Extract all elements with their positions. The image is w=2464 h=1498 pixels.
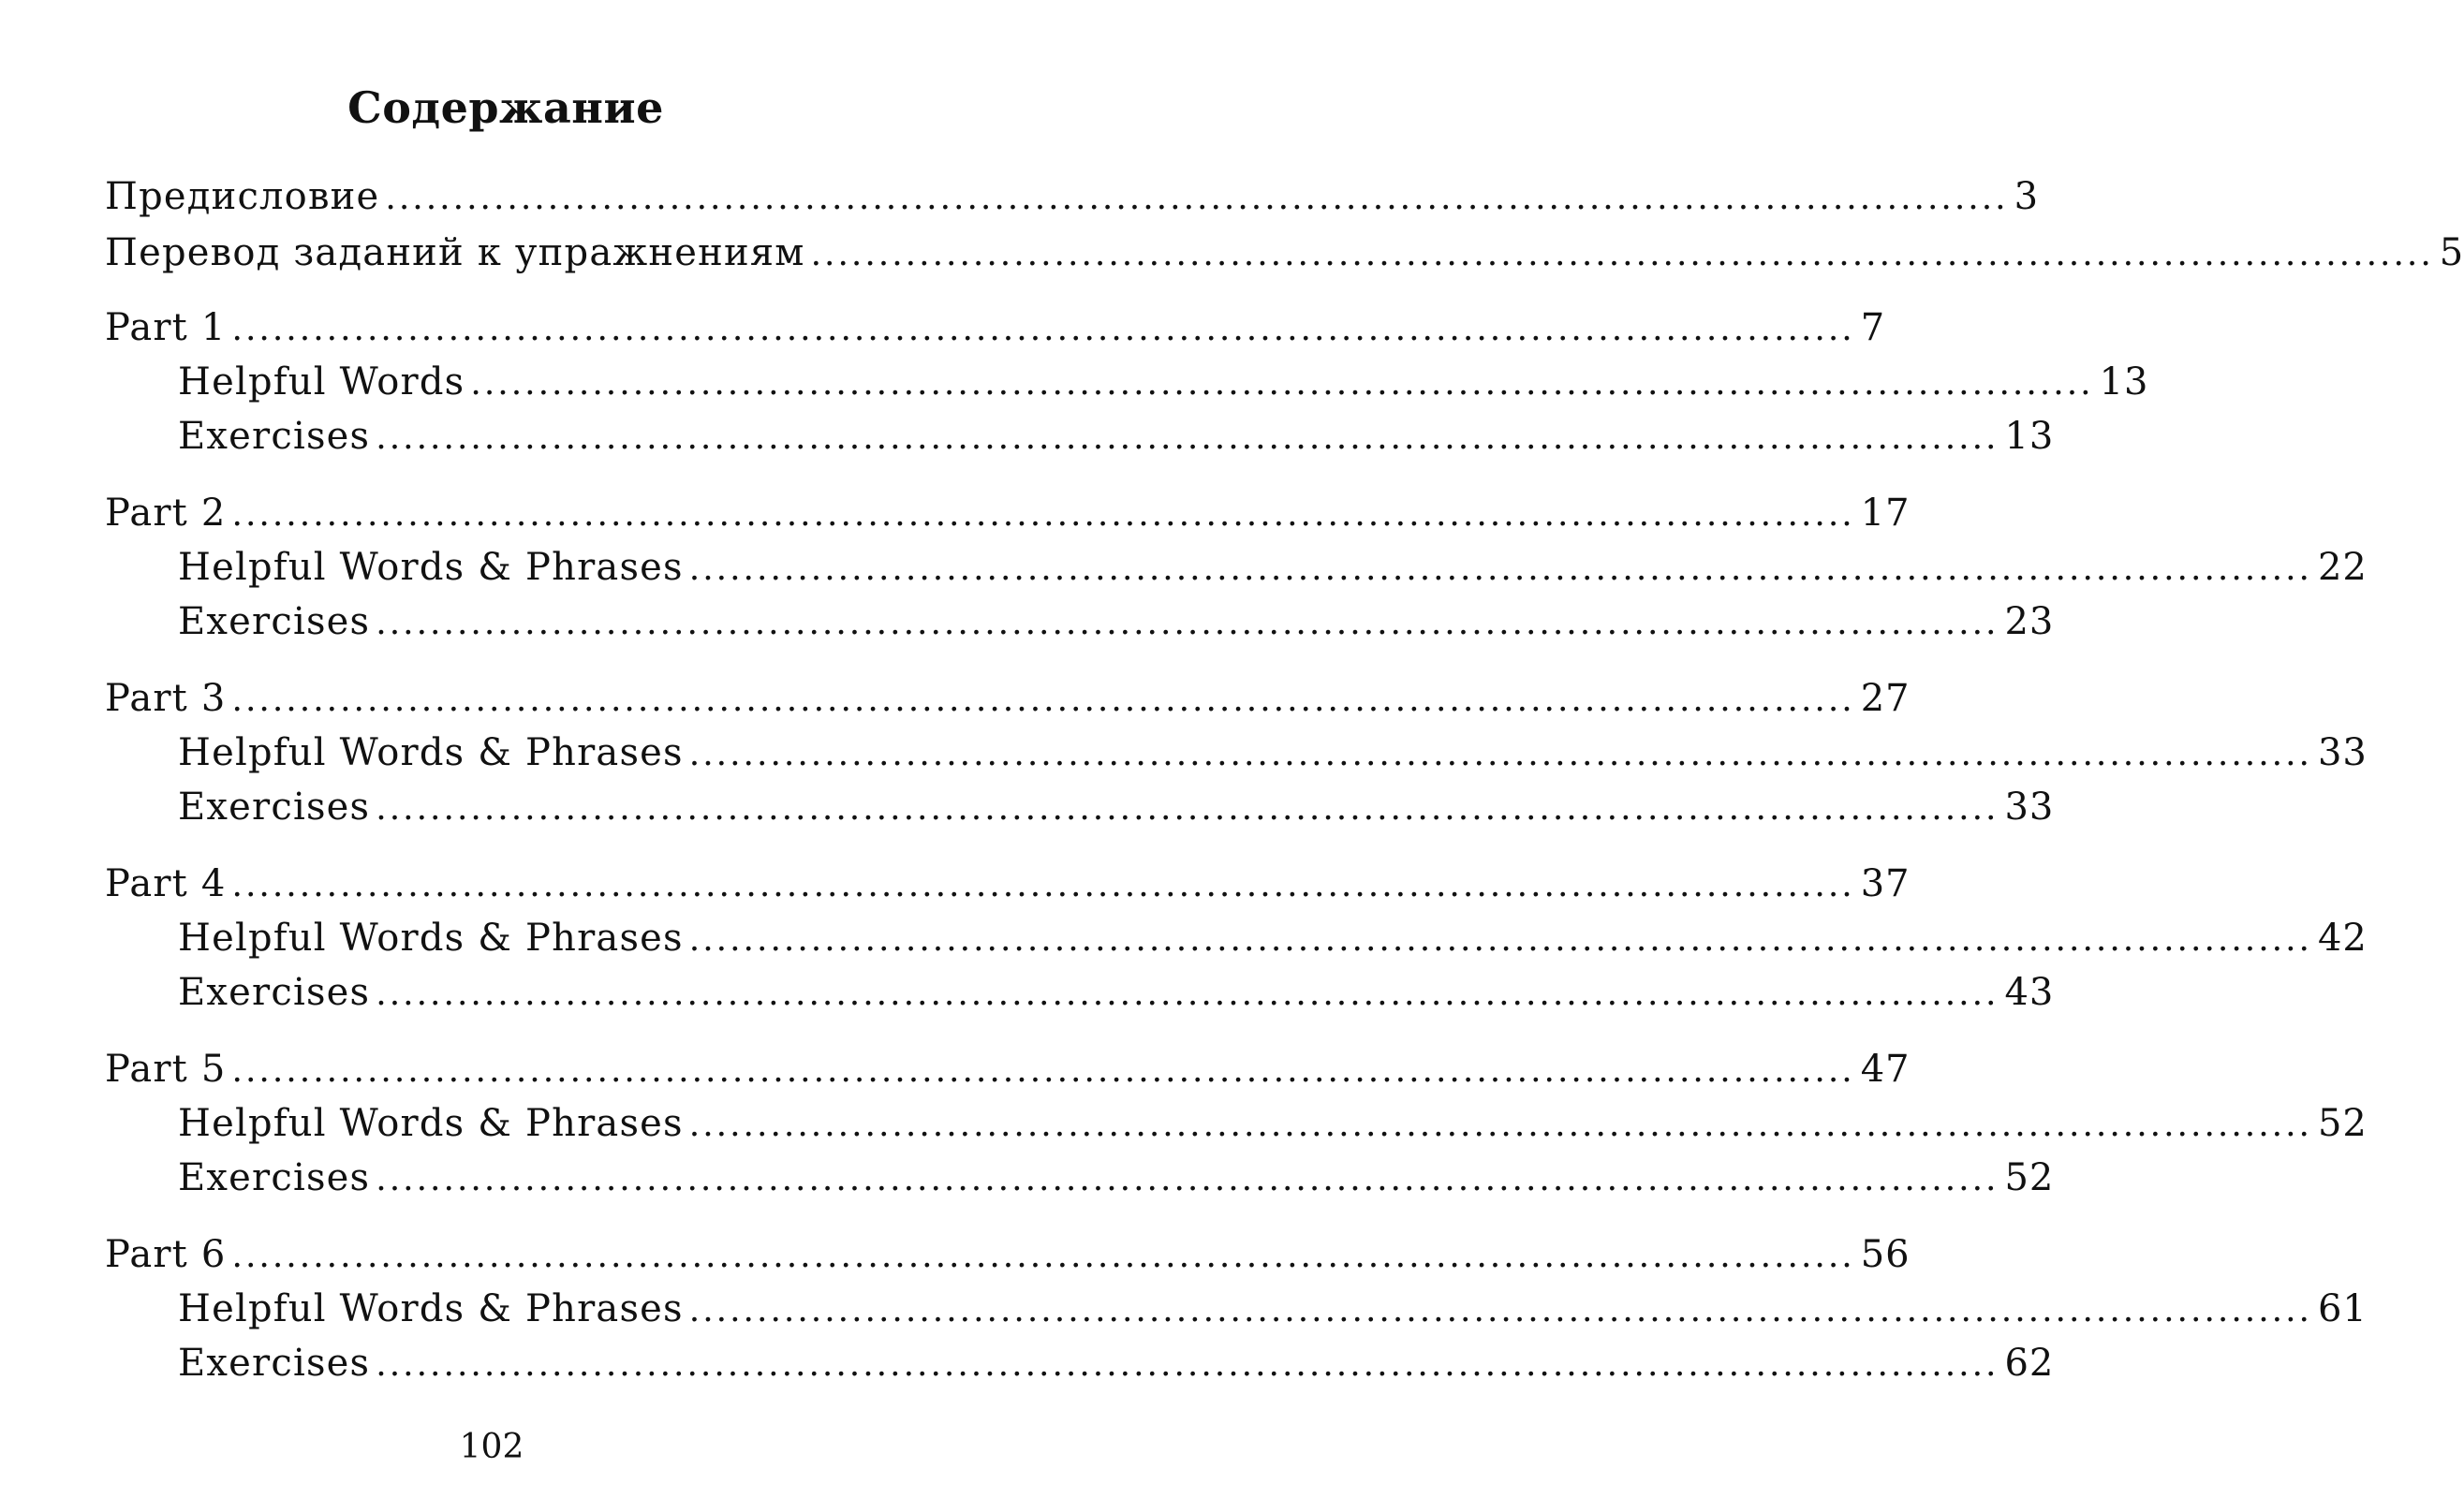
- toc-entry-label: Exercises: [178, 786, 371, 829]
- toc-entry-label: Part 1: [105, 306, 227, 349]
- toc-entry-label: Exercises: [178, 1156, 371, 1199]
- toc-entry: [0, 786, 2055, 829]
- dot-leader: ........................................................................................................................: [376, 1160, 1999, 1198]
- toc-entry-page: 23: [2004, 600, 2055, 643]
- dot-leader: ........................................................................................................................: [688, 1291, 2312, 1329]
- toc-entry-label: Exercises: [178, 1342, 371, 1385]
- toc-entry-page: 62: [2004, 1342, 2055, 1385]
- toc-entry-label: Helpful Words & Phrases: [178, 731, 684, 774]
- toc-entry-label: Exercises: [178, 415, 371, 458]
- dot-leader: ........................................................................................................................: [376, 419, 1999, 457]
- toc-entry: [0, 731, 2368, 774]
- dot-leader: ........................................................................................................................: [688, 1106, 2312, 1144]
- dot-leader: ........................................................................................................................: [376, 604, 1999, 642]
- toc-entry-page: 52: [2004, 1156, 2055, 1199]
- toc-entry-page: 33: [2004, 786, 2055, 829]
- page-number: 102: [459, 1428, 524, 1466]
- toc-entry-page: 22: [2317, 546, 2368, 589]
- toc-entry-page: 42: [2317, 917, 2368, 960]
- toc-entry: [0, 1156, 2055, 1199]
- toc-entry-page: 43: [2004, 971, 2055, 1014]
- toc-entry: [0, 1233, 1911, 1276]
- dot-leader: ........................................................................................................................: [231, 310, 1855, 348]
- toc-entry-label: Helpful Words & Phrases: [178, 1287, 684, 1330]
- toc-entry-page: 61: [2317, 1287, 2368, 1330]
- toc-entry-label: Part 5: [105, 1048, 227, 1091]
- dot-leader: ........................................................................................................................: [231, 495, 1855, 534]
- toc-entry-page: 7: [1860, 306, 1886, 349]
- toc-entry: [0, 546, 2368, 589]
- dot-leader: ........................................................................................................................: [688, 920, 2312, 959]
- toc-entry-page: 17: [1860, 492, 1911, 535]
- toc-entry: [0, 600, 2055, 643]
- dot-leader: ........................................................................................................................: [688, 735, 2312, 773]
- toc-entry: [0, 917, 2368, 960]
- toc-entry-page: 3: [2014, 175, 2040, 218]
- dot-leader: ........................................................................................................................: [810, 235, 2434, 273]
- toc-entry-page: 13: [2004, 415, 2055, 458]
- dot-leader: ........................................................................................................................: [470, 364, 2094, 403]
- dot-leader: ........................................................................................................................: [688, 550, 2312, 588]
- toc-entry: [0, 1342, 2055, 1385]
- toc-entry-label: Перевод заданий к упражнениям: [105, 231, 805, 274]
- toc-entry: [0, 677, 1911, 720]
- toc-entry-label: Exercises: [178, 600, 371, 643]
- toc-entry-page: 13: [2099, 360, 2149, 404]
- toc-entry: [0, 1102, 2368, 1145]
- dot-leader: ........................................................................................................................: [376, 1345, 1999, 1384]
- toc-entry-label: Helpful Words: [178, 360, 465, 404]
- toc-entry-page: 37: [1860, 862, 1911, 905]
- toc-entry-page: 47: [1860, 1048, 1911, 1091]
- toc-entry-page: 33: [2317, 731, 2368, 774]
- page-title: Содержание: [347, 82, 664, 133]
- toc-entry: [0, 231, 2464, 274]
- toc-entry-label: Helpful Words & Phrases: [178, 917, 684, 960]
- toc-entry: [0, 360, 2149, 404]
- toc-entry-label: Exercises: [178, 971, 371, 1014]
- toc-entry: [0, 175, 2040, 218]
- toc-entry: [0, 306, 1886, 349]
- toc-entry-label: Part 6: [105, 1233, 227, 1276]
- dot-leader: ........................................................................................................................: [376, 789, 1999, 828]
- toc-entry-label: Helpful Words & Phrases: [178, 546, 684, 589]
- dot-leader: ........................................................................................................................: [231, 681, 1855, 719]
- toc-entry-label: Part 3: [105, 677, 227, 720]
- dot-leader: ........................................................................................................................: [231, 1237, 1855, 1275]
- dot-leader: ........................................................................................................................: [385, 179, 2009, 217]
- toc-entry: [0, 492, 1911, 535]
- toc-entry: [0, 415, 2055, 458]
- toc-entry-label: Предисловие: [105, 175, 380, 218]
- toc-entry-page: 27: [1860, 677, 1911, 720]
- toc-entry-page: 52: [2317, 1102, 2368, 1145]
- dot-leader: ........................................................................................................................: [231, 1051, 1855, 1090]
- toc-entry-page: 5: [2439, 231, 2464, 274]
- toc-entry: [0, 1048, 1911, 1091]
- toc-entry-label: Part 2: [105, 492, 227, 535]
- toc-entry: [0, 971, 2055, 1014]
- toc-entry: [0, 862, 1911, 905]
- toc-entry-label: Helpful Words & Phrases: [178, 1102, 684, 1145]
- dot-leader: ........................................................................................................................: [231, 866, 1855, 904]
- toc-entry: [0, 1287, 2368, 1330]
- toc-entry-label: Part 4: [105, 862, 227, 905]
- dot-leader: ........................................................................................................................: [376, 975, 1999, 1013]
- toc-entry-page: 56: [1860, 1233, 1911, 1276]
